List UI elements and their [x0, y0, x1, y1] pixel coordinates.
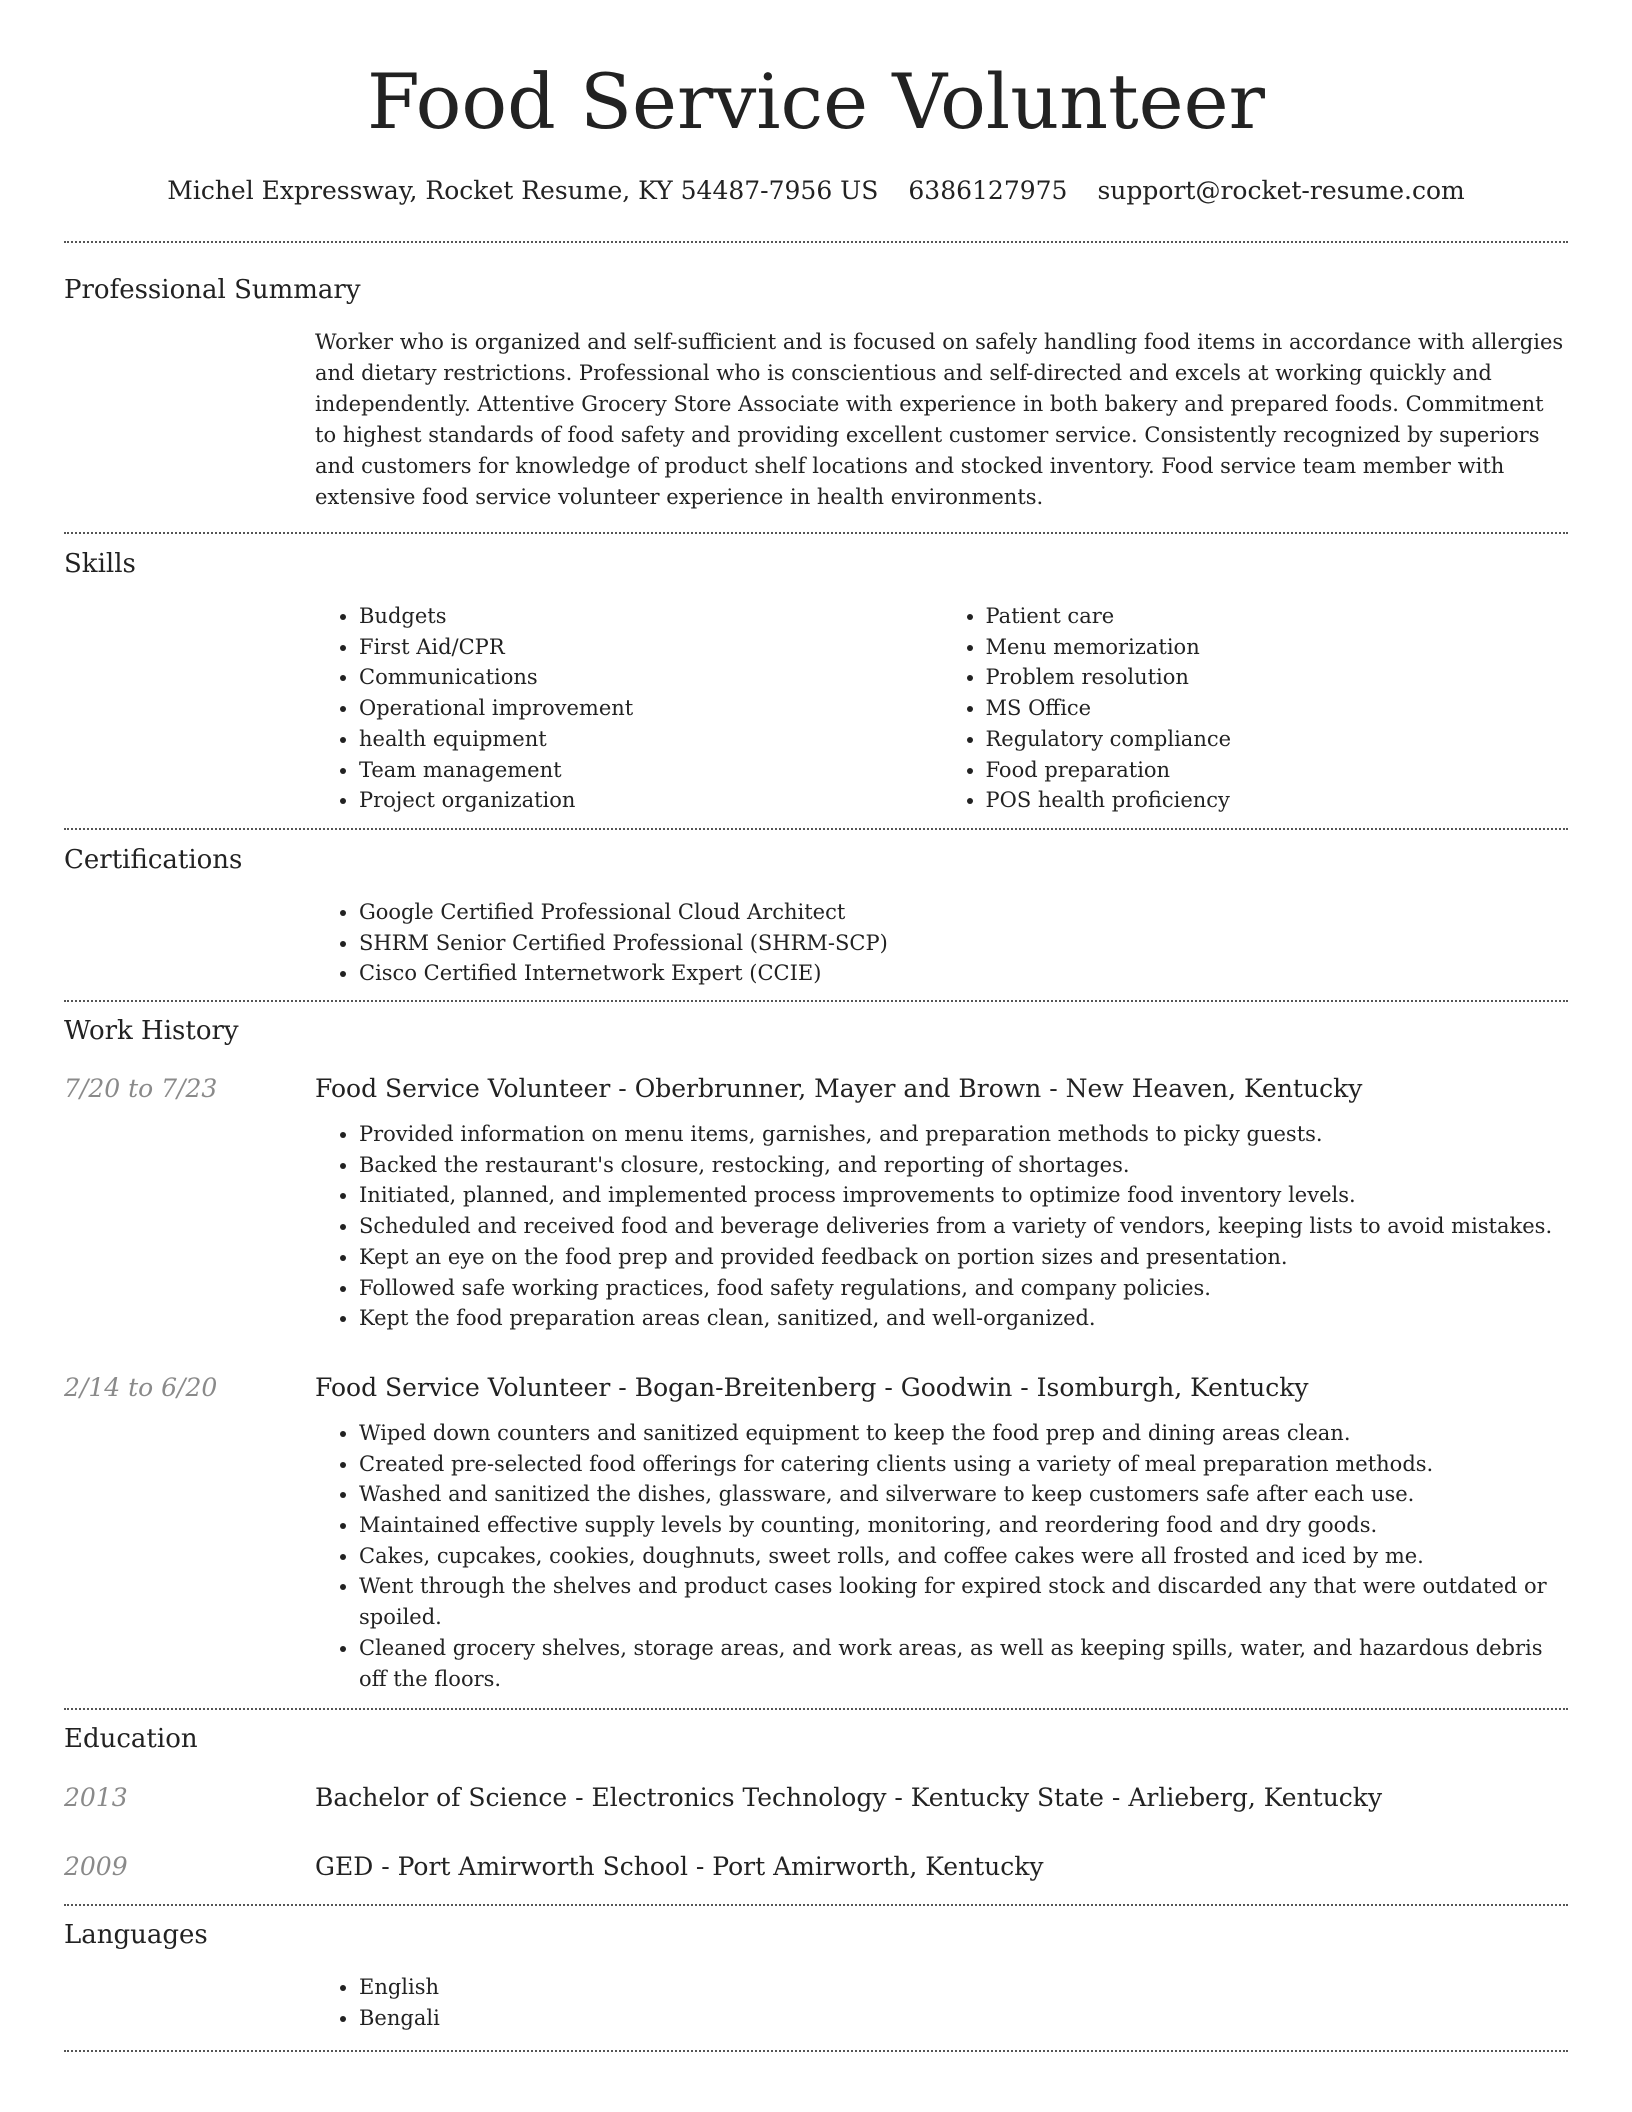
education-year: 2013: [64, 1783, 128, 1813]
certifications-section: [64, 830, 1568, 989]
certifications-list: [315, 897, 1568, 989]
section-title-summary: Professional Summary: [64, 275, 361, 305]
skill-item: • Project organization: [359, 785, 942, 816]
language-item: • English: [359, 1972, 1568, 2003]
job-dates: 7/20 to 7/23: [64, 1074, 218, 1104]
education-heading: GED - Port Amirworth School - Port Amirworth, Kentucky: [315, 1852, 1044, 1882]
job-bullets: [315, 1119, 1568, 1334]
summary-body: [315, 327, 1568, 513]
education-year: 2009: [64, 1852, 128, 1882]
contact-email: support@rocket-resume.com: [1097, 176, 1465, 205]
skill-item: • Operational improvement: [359, 693, 942, 724]
resume-title: Food Service Volunteer: [367, 57, 1265, 146]
languages-list: [315, 1972, 1568, 2033]
skill-item: • MS Office: [986, 693, 1569, 724]
job-bullet: • Provided information on menu items, garnishes, and preparation methods to picky guests.: [359, 1119, 1568, 1150]
job-bullet: • Followed safe working practices, food safety regulations, and company policies.: [359, 1273, 1568, 1304]
job-bullet: • Created pre-selected food offerings for catering clients using a variety of meal preparation methods.: [359, 1449, 1568, 1480]
job-dates: 2/14 to 6/20: [64, 1372, 218, 1402]
skills-column-right: [942, 601, 1569, 816]
section-title-certifications: Certifications: [64, 844, 243, 875]
contact-phone: 6386127975: [908, 176, 1068, 205]
job-heading: Food Service Volunteer - Oberbrunner, Mayer and Brown - New Heaven, Kentucky: [315, 1074, 1363, 1104]
job-bullet: • Backed the restaurant's closure, restocking, and reporting of shortages.: [359, 1150, 1568, 1181]
divider: [64, 2050, 1568, 2052]
contact-line: [64, 174, 1568, 208]
section-title-education: Education: [64, 1724, 198, 1755]
job-bullet: • Cleaned grocery shelves, storage areas, and work areas, as well as keeping spills, water, and hazardous debris off the floors.: [359, 1633, 1568, 1694]
skill-item: • Patient care: [986, 601, 1569, 632]
job-bullet: • Cakes, cupcakes, cookies, doughnuts, sweet rolls, and coffee cakes were all frosted and iced by me.: [359, 1541, 1568, 1572]
certification-item: • Cisco Certified Internetwork Expert (CCIE): [359, 958, 1568, 989]
skill-item: • Regulatory compliance: [986, 724, 1569, 755]
certification-item: • Google Certified Professional Cloud Architect: [359, 897, 1568, 928]
job-bullet: • Kept the food preparation areas clean, sanitized, and well-organized.: [359, 1303, 1568, 1334]
language-item: • Bengali: [359, 2003, 1568, 2034]
skill-item: • Menu memorization: [986, 632, 1569, 663]
job-bullet: • Maintained effective supply levels by counting, monitoring, and reordering food and dry goods.: [359, 1510, 1568, 1541]
job-bullet: • Wiped down counters and sanitized equipment to keep the food prep and dining areas clean.: [359, 1418, 1568, 1449]
skill-item: • health equipment: [359, 724, 942, 755]
job-bullet: • Washed and sanitized the dishes, glassware, and silverware to keep customers safe after each use.: [359, 1479, 1568, 1510]
skills-list: [315, 601, 1568, 816]
education-entry: [64, 1781, 1568, 1815]
contact-address: Michel Expressway, Rocket Resume, KY 54487-7956 US: [167, 176, 879, 205]
job-entry: [64, 1072, 1568, 1334]
skills-section: [64, 534, 1568, 816]
section-title-languages: Languages: [64, 1920, 208, 1951]
skill-item: • Problem resolution: [986, 662, 1569, 693]
summary-text: Worker who is organized and self-sufficient and is focused on safely handling food items in accordance with allergies and dietary restrictions. Professional who is conscientious and self-directed and excels at working quickly and independently. Attentive Grocery Store Associate with experience in both bakery and prepared foods. Commitment to highest standards of food safety and providing excellent customer service. Consistently recognized by superiors and customers for knowledge of product shelf locations and stocked inventory. Food service team member with extensive food service volunteer experience in health environments.: [315, 330, 1564, 509]
job-bullet: • Scheduled and received food and beverage deliveries from a variety of vendors, keeping lists to avoid mistakes.: [359, 1211, 1568, 1242]
education-heading: Bachelor of Science - Electronics Technology - Kentucky State - Arlieberg, Kentucky: [315, 1783, 1383, 1813]
section-title-work-history: Work History: [64, 1016, 239, 1047]
skill-item: • Budgets: [359, 601, 942, 632]
education-entry: [64, 1850, 1568, 1884]
skill-item: • Communications: [359, 662, 942, 693]
job-heading: Food Service Volunteer - Bogan-Breitenberg - Goodwin - Isomburgh, Kentucky: [315, 1372, 1309, 1402]
resume-page: [64, 0, 1568, 2052]
work-history-section: [64, 1002, 1568, 1694]
summary-section: [64, 243, 1568, 513]
skill-item: • First Aid/CPR: [359, 632, 942, 663]
section-title-skills: Skills: [64, 549, 136, 579]
job-bullet: • Went through the shelves and product cases looking for expired stock and discarded any that were outdated or spoiled.: [359, 1571, 1568, 1632]
skill-item: • POS health proficiency: [986, 785, 1569, 816]
skill-item: • Food preparation: [986, 755, 1569, 786]
languages-section: [64, 1906, 1568, 2033]
job-bullet: • Initiated, planned, and implemented process improvements to optimize food inventory levels.: [359, 1180, 1568, 1211]
job-bullet: • Kept an eye on the food prep and provided feedback on portion sizes and presentation.: [359, 1242, 1568, 1273]
job-entry: [64, 1371, 1568, 1694]
certification-item: • SHRM Senior Certified Professional (SHRM-SCP): [359, 928, 1568, 959]
job-bullets: [315, 1418, 1568, 1694]
skills-column-left: [315, 601, 942, 816]
education-section: [64, 1710, 1568, 1884]
skill-item: • Team management: [359, 755, 942, 786]
